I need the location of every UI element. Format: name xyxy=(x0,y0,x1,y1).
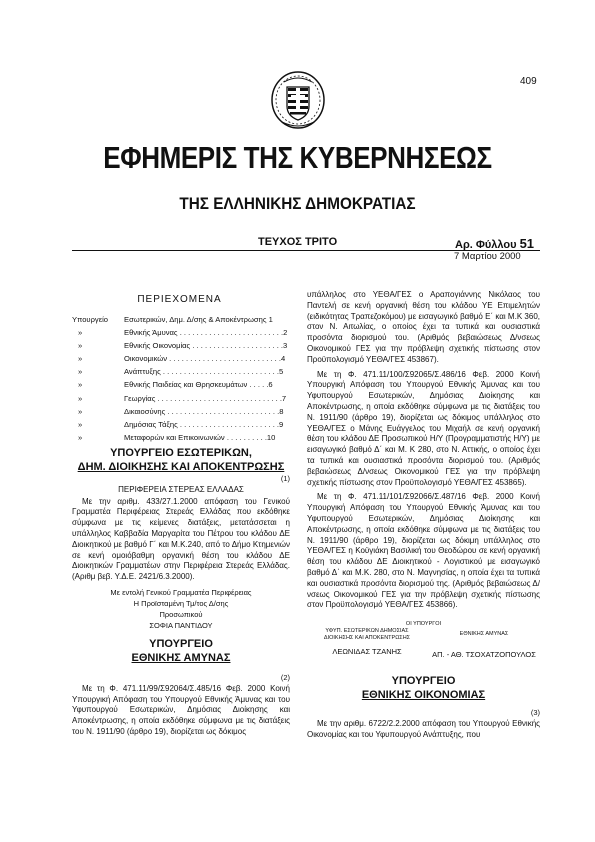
gazette-title: ΕΦΗΜΕΡΙΣ ΤΗΣ ΚΥΒΕΡΝΗΣΕΩΣ xyxy=(103,140,492,175)
signature-line-1: Με εντολή Γενικού Γραμματέα Περιφέρειας xyxy=(110,587,252,597)
toc-row-text: Εσωτερικών, Δημ. Δ/σης & Αποκέντρωσης 1 xyxy=(124,315,273,324)
section-2-heading-line1: ΥΠΟΥΡΓΕΙΟ xyxy=(149,637,213,650)
signer-2 xyxy=(428,628,540,660)
right-para-1: υπάλληλος στο ΥΕΘΑ/ΓΕΣ ο Αραπογιάννης Νικόλαος του Παντελή σε κενή οργανική θέση του κλάδου ΥΕ Επιμελητών (ειδικότητας Τραπεζοκόμου) με εισαγωγικό βαθμό Ε΄ και Μ.Κ 360, στον Ν. Αιτωλίας, ο οποίος έχει τα τυπικά και ουσιαστικά προσόντα διορισμού του. (Αριθμός βεβαιώσεως Δ/νσεως Οικονομικού ΓΕΣ για την πρόβλεψη σχετικής πίστωσης στον Προϋπολογισμό ΥΕΘΑ/ΓΕΣ 453867). xyxy=(307,290,540,364)
sheet-label: Αρ. Φύλλου xyxy=(455,239,517,251)
section-1-body: Με την αριθμ. 433/27.1.2000 απόφαση του Γενικού Γραμματέα Περιφέρειας Στερεάς Ελλάδας που εκδόθηκε σύμφωνα με τις κείμενες διατάξεις, μετατάσσεται η υπάλληλος Καββαδία Μαργαρίτα του Πέτρου του κλάδου ΔΕ Διοικητικού με βαθμό Γ΄ και Μ.Κ.240, από το Δήμο Κτημενιών σε κενή ομοιόβαθμη οργανική θέση του κλάδου ΔΕ Διοικητικών Γραμματέων στην Περιφέρεια Στερεάς Ελλάδας. (Αριθμ βεβ. Υ.Δ.Ε. 2421/6.3.2000). xyxy=(72,496,290,582)
toc-row-text: Εθνικής Οικονομίας . . . . . . . . . . . . . . . . . . . . . .3 xyxy=(124,341,288,351)
toc-row-left: » xyxy=(78,354,83,364)
section-2-body: Με τη Φ. 471.11/99/Σ92064/Σ.485/16 Φεβ. 2000 Κοινή Υπουργική Απόφαση του Υπουργού Εθνικής Άμυνας και του Υφυπουργού Εσωτερικών, Δημόσιας Διοίκησης και Αποκέντρωσης, η οποία εκδόθηκε σύμφωνα με τις διατάξεις του Ν. 1911/90 (άρθρο 19), διορίζεται ως δόκιμος xyxy=(72,683,290,736)
issue-series: ΤΕΥΧΟΣ ΤΡΙΤΟ xyxy=(258,236,338,248)
greek-coat-of-arms-icon xyxy=(270,70,326,130)
issue-sheet xyxy=(455,236,534,251)
signature-line-2: Η Προϊσταμένη Τμ/τος Δ/σης xyxy=(133,598,229,608)
toc-row[interactable] xyxy=(72,405,290,418)
toc-row[interactable] xyxy=(72,418,290,431)
toc-row-left: » xyxy=(78,406,83,416)
toc-row[interactable] xyxy=(72,378,290,391)
toc-row[interactable] xyxy=(72,313,290,326)
right-column xyxy=(307,290,540,745)
signer-1-role-line2: ΔΙΟΙΚΗΣΗΣ ΚΑΙ ΑΠΟΚΕΝΤΡΩΣΗΣ xyxy=(323,635,411,642)
signature-name: ΣΟΦΙΑ ΠΑΝΤΙΔΟΥ xyxy=(149,620,213,630)
ministers-signatures xyxy=(307,628,540,660)
signer-2-name: ΑΠ. - ΑΘ. ΤΣΟΧΑΤΖΟΠΟΥΛΟΣ xyxy=(432,650,536,660)
toc-row-text: Εθνικής Παιδείας και Θρησκευμάτων . . . . .6 xyxy=(124,380,273,390)
toc-row[interactable] xyxy=(72,392,290,405)
section-1-heading-line2: ΔΗΜ. ΔΙΟΙΚΗΣΗΣ ΚΑΙ ΑΠΟΚΕΝΤΡΩΣΗΣ xyxy=(77,461,285,473)
toc-list xyxy=(72,313,290,444)
toc-title: ΠΕΡΙΕΧΟΜΕΝΑ xyxy=(137,294,222,305)
toc-row[interactable] xyxy=(72,365,290,378)
toc-row-text: Οικονομικών . . . . . . . . . . . . . . . . . . . . . . . . . . .4 xyxy=(124,354,286,364)
signer-2-role: ΕΘΝΙΚΗΣ ΑΜΥΝΑΣ xyxy=(459,631,509,638)
toc-row-left: » xyxy=(78,419,83,429)
signer-1-name: ΛΕΩΝΙΔΑΣ ΤΖΑΝΗΣ xyxy=(332,647,402,657)
toc-row[interactable] xyxy=(72,339,290,352)
toc-row-text: Εθνικής Άμυνας . . . . . . . . . . . . . . . . . . . . . . . . .2 xyxy=(124,328,288,338)
signer-1 xyxy=(307,628,427,660)
gazette-subtitle: ΤΗΣ ΕΛΛΗΝΙΚΗΣ ΔΗΜΟΚΡΑΤΙΑΣ xyxy=(179,194,416,213)
toc-row-text: Γεωργίας . . . . . . . . . . . . . . . . . . . . . . . . . . . . . .7 xyxy=(124,393,287,403)
toc-row-left: » xyxy=(78,380,83,390)
toc-row-left: » xyxy=(78,328,83,338)
toc-row[interactable] xyxy=(72,326,290,339)
section-1-number: (1) xyxy=(280,474,290,483)
ministers-heading: ΟΙ ΥΠΟΥΡΓΟΙ xyxy=(405,621,442,628)
section-3-number: (3) xyxy=(530,708,540,718)
section-3-heading-line2: ΕΘΝΙΚΗΣ ΟΙΚΟΝΟΜΙΑΣ xyxy=(361,689,486,702)
section-3-body: Με την αριθμ. 6722/2.2.2000 απόφαση του Υπουργού Εθνικής Οικονομίας και του Υφυπουργού Ανάπτυξης, που xyxy=(307,718,540,739)
signature-line-3: Προσωπικού xyxy=(159,609,203,619)
right-para-2: Με τη Φ. 471.11/100/Σ92065/Σ.486/16 Φεβ. 2000 Κοινή Υπουργική Απόφαση του Υπουργού Εθνικής Άμυνας και του Υφυπουργού Εσωτερικών, Δημόσιας Διοίκησης και Αποκέντρωσης, η οποία εκδόθηκε σύμφωνα με τις διατάξεις του Ν. 1911/90 (άρθρο 19), διορίζεται ως δόκιμος υπάλληλος στο ΥΕΘΑ/ΓΕΣ ο Μάνης Ευάγγελος του Μιχαήλ σε κενή οργανική θέση του κλάδου ΔΕ Προσωπικού Η/Υ (Προγραμματιστής Η/Υ) με εισαγωγικό βαθμό Δ΄ και Μ. Κ 280, στο Ν. Αττικής, ο οποίος έχει τα τυπικά και ουσιαστικά προσόντα διορισμού του. (Αριθμός βεβαιώσεως Δ/νσεως Οικονομικού ΓΕΣ για την πρόβλεψη σχετικής πίστωσης στον Προϋπολογισμό ΥΕΘΑ/ΓΕΣ 453865). xyxy=(307,369,540,487)
section-2-heading xyxy=(72,637,290,665)
left-column xyxy=(72,446,290,742)
section-3-heading xyxy=(307,674,540,702)
region-heading: ΠΕΡΙΦΕΡΕΙΑ ΣΤΕΡΕΑΣ ΕΛΛΑΔΑΣ xyxy=(118,484,244,494)
page-number: 409 xyxy=(520,76,537,87)
toc-row-left: » xyxy=(78,367,83,377)
section-2-number: (2) xyxy=(280,672,290,682)
toc-row-text: Δικαιοσύνης . . . . . . . . . . . . . . . . . . . . . . . . . . .8 xyxy=(124,406,284,416)
toc-row-left: » xyxy=(78,393,83,403)
issue-date: 7 Μαρτίου 2000 xyxy=(454,251,521,262)
toc-row-text: Μεταφορών και Επικοινωνιών . . . . . . . . . .10 xyxy=(124,432,276,442)
section-2-heading-line2: ΕΘΝΙΚΗΣ ΑΜΥΝΑΣ xyxy=(131,651,231,664)
toc-row-left: » xyxy=(78,432,83,442)
toc-row-left: » xyxy=(78,341,83,351)
toc-row-left: Υπουργείο xyxy=(72,315,108,324)
toc-row[interactable] xyxy=(72,352,290,365)
toc-row[interactable] xyxy=(72,431,290,444)
toc-row-text: Ανάπτυξης . . . . . . . . . . . . . . . . . . . . . . . . . . . .5 xyxy=(124,367,284,377)
section-3-heading-line1: ΥΠΟΥΡΓΕΙΟ xyxy=(391,675,456,688)
toc-row-text: Δημόσιας Τάξης . . . . . . . . . . . . . . . . . . . . . . . .9 xyxy=(124,419,284,429)
section-1-heading xyxy=(72,446,290,474)
right-para-3: Με τη Φ. 471.11/101/Σ92066/Σ.487/16 Φεβ. 2000 Κοινή Υπουργική Απόφαση του Υπουργού Εθνικής Άμυνας και του Υφυπουργού Εσωτερικών, Δημόσιας Διοίκησης και Αποκέντρωσης, η οποία εκδόθηκε σύμφωνα με τις διατάξεις του Ν. 1911/90 (άρθρο 19), διορίζεται ως δόκιμη υπάλληλος στο ΥΕΘΑ/ΓΕΣ η Κοϋγιάκη Βασιλική του Θεοδώρου σε κενή οργανική θέση του κλάδου ΔΕ Διοικητικού - Λογιστικού με εισαγωγικό βαθμό Δ΄ και Μ.Κ. 280, στο Ν. Μαγνησίας, η οποία έχει τα τυπικά και ουσιαστικά προσόντα διορισμού της. (Αριθμός βεβαιώσεως Δ/νσεως Οικονομικού ΓΕΣ για την πρόβλεψη σχετικής πίστωσης στον Προϋπολογισμό ΥΕΘΑ/ΓΕΣ 453866). xyxy=(307,492,540,610)
sheet-number: 51 xyxy=(519,236,535,251)
section-1-heading-line1: ΥΠΟΥΡΓΕΙΟ ΕΣΩΤΕΡΙΚΩΝ, xyxy=(110,447,252,459)
signer-1-role-line1: ΥΦΥΠ. ΕΣΩΤΕΡΙΚΩΝ ΔΗΜΟΣΙΑΣ xyxy=(325,628,409,635)
